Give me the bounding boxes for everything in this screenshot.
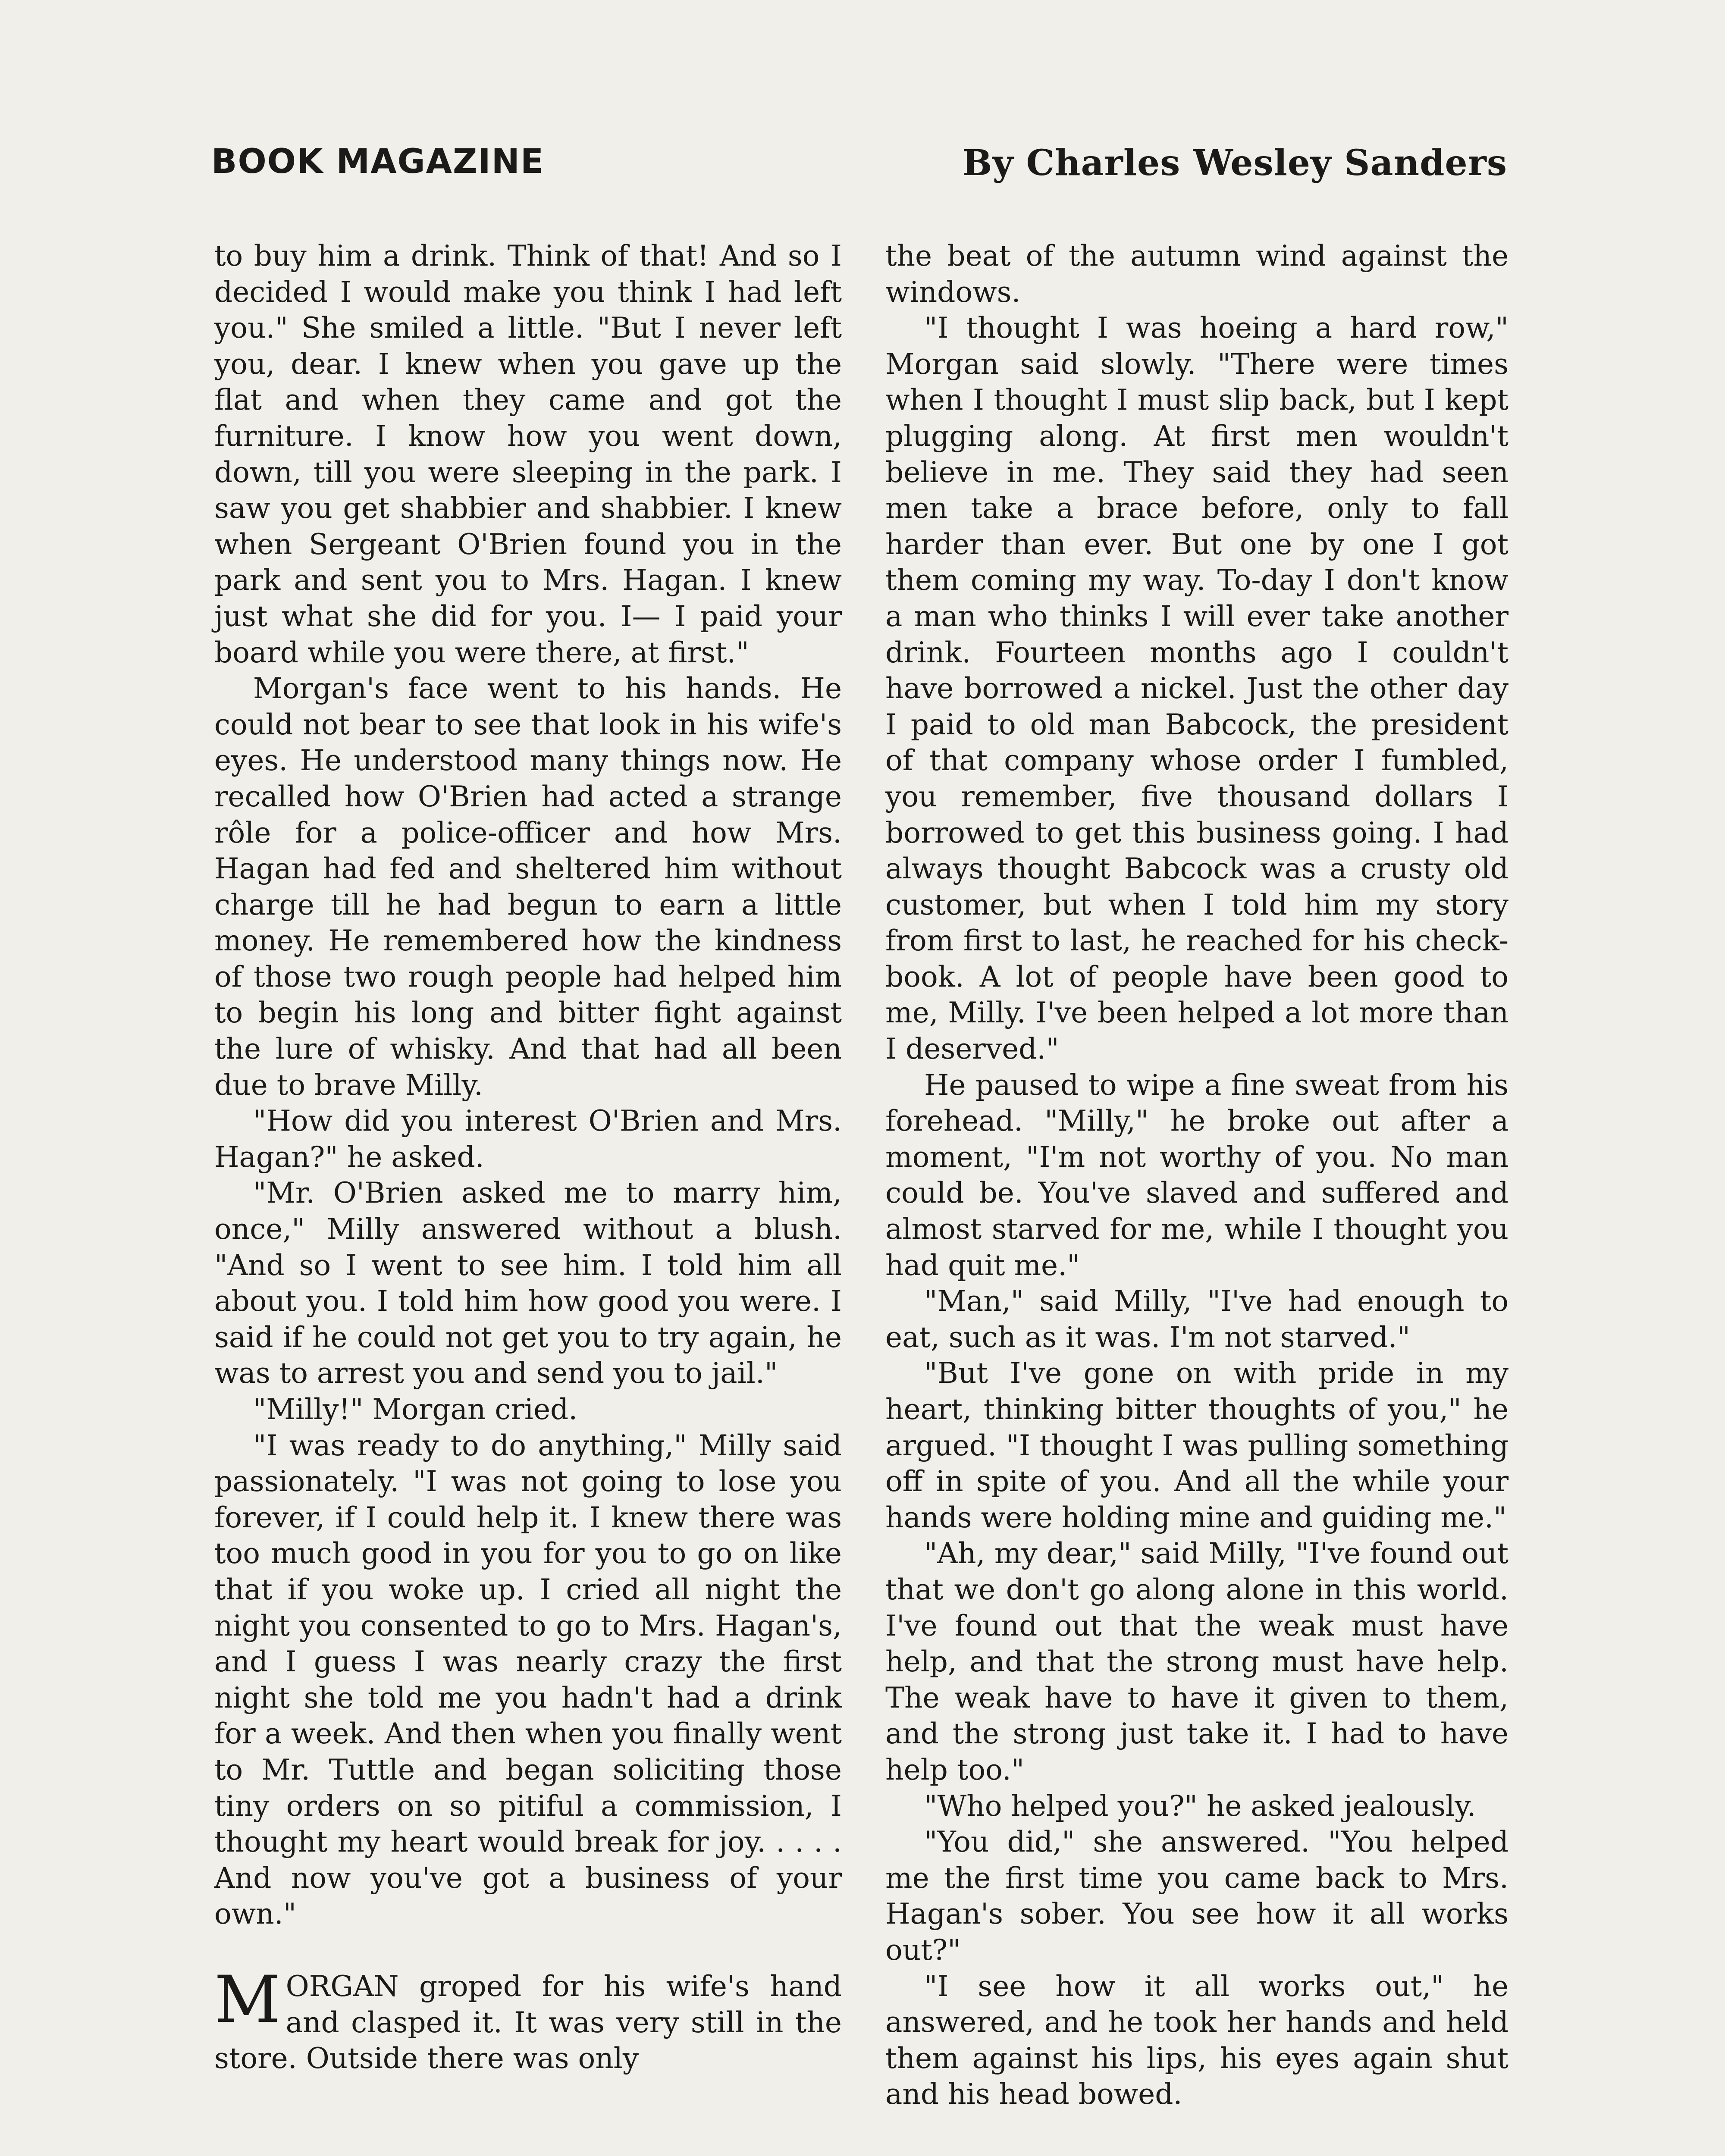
paragraph: "You did," she answered. "You helped me the first time you came back to Mrs. Hagan's sober. You see how it all works out?" [885, 1825, 1509, 1967]
running-head [211, 142, 1507, 190]
paragraph: "Who helped you?" he asked jealously. [924, 1789, 1476, 1823]
paragraph: "Milly!" Morgan cried. [253, 1393, 578, 1426]
drop-cap: M [214, 1962, 281, 2037]
paragraph: the beat of the autumn wind against the windows. [885, 239, 1509, 309]
author-byline: By Charles Wesley Sanders [962, 142, 1507, 184]
dropcap-paragraph-text: ORGAN groped for his wife's hand and clasped it. It was very still in the store. Outside there was only [214, 1969, 842, 2075]
paragraph: He paused to wipe a fine sweat from his forehead. "Milly," he broke out after a moment, "I'm not worthy of you. No man could be. You've slaved and suffered and almost starved for me, while I thought you had quit me." [885, 1068, 1509, 1282]
paragraph: "Mr. O'Brien asked me to marry him, once," Milly answered without a blush. "And so I went to see him. I told him all about you. I told him how good you were. I said if he could not get you to try again, he was to arrest you and send you to jail." [214, 1176, 842, 1390]
paragraph: "I see how it all works out," he answered, and he took her hands and held them against his lips, his eyes again shut and his head bowed. [885, 1969, 1509, 2111]
paragraph: "How did you interest O'Brien and Mrs. Hagan?" he asked. [214, 1104, 842, 1174]
right-column [885, 238, 1509, 2112]
magazine-title: BOOK MAGAZINE [211, 142, 545, 181]
left-column [214, 238, 842, 2077]
paragraph: "I was ready to do anything," Milly said passionately. "I was not going to lose you forever, if I could help it. I knew there was too much good in you for you to go on like that if you woke up. I cried all night the night you consented to go to Mrs. Hagan's, and I guess I was nearly crazy the first night she told me you hadn't had a drink for a week. And then when you finally went to Mr. Tuttle and began soliciting those tiny orders on so pitiful a commission, I thought my heart would break for joy. . . . . And now you've got a business of your own." [214, 1429, 842, 1931]
paragraph: "Man," said Milly, "I've had enough to eat, such as it was. I'm not starved." [885, 1285, 1509, 1354]
paragraph: "Ah, my dear," said Milly, "I've found out that we don't go along alone in this world. I've found out that the weak must have help, and that the strong must have help. The weak have to have it given to them, and the strong just take it. I had to have help too." [885, 1537, 1509, 1786]
paragraph: Morgan's face went to his hands. He could not bear to see that look in his wife's eyes. He understood many things now. He recalled how O'Brien had acted a strange rôle for a police-officer and how Mrs. Hagan had fed and sheltered him without charge till he had begun to earn a little money. He remembered how the kindness of those two rough people had helped him to begin his long and bitter fight against the lure of whisky. And that had all been due to brave Milly. [214, 672, 842, 1102]
section-paragraph [214, 1962, 842, 2077]
paragraph: "But I've gone on with pride in my heart, thinking bitter thoughts of you," he argued. "I thought I was pulling something off in spite of you. And all the while your hands were holding mine and guiding me." [885, 1357, 1509, 1534]
paragraph: "I thought I was hoeing a hard row," Morgan said slowly. "There were times when I thought I must slip back, but I kept plugging along. At first men wouldn't believe in me. They said they had seen men take a brace before, only to fall harder than ever. But one by one I got them coming my way. To-day I don't know a man who thinks I will ever take another drink. Fourteen months ago I couldn't have borrowed a nickel. Just the other day I paid to old man Babcock, the president of that company whose order I fumbled, you remember, five thousand dollars I borrowed to get this business going. I had always thought Babcock was a crusty old customer, but when I told him my story from first to last, he reached for his check-book. A lot of people have been good to me, Milly. I've been helped a lot more than I deserved." [885, 311, 1509, 1066]
paragraph: to buy him a drink. Think of that! And so I decided I would make you think I had left you." She smiled a little. "But I never left you, dear. I knew when you gave up the flat and when they came and got the furniture. I know how you went down, down, till you were sleeping in the park. I saw you get shabbier and shabbier. I knew when Sergeant O'Brien found you in the park and sent you to Mrs. Hagan. I knew just what she did for you. I— I paid your board while you were there, at first." [214, 239, 842, 669]
